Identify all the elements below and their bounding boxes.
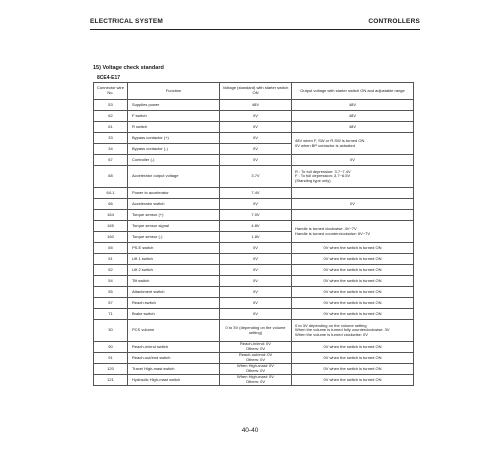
cell-voltage: 0V (220, 199, 292, 210)
cell-function: Reach-in/end switch (128, 342, 220, 353)
cell-function: PCS volume (128, 320, 220, 342)
cell-voltage: 3.7V (220, 166, 292, 188)
cell-voltage: 1.8V (220, 232, 292, 243)
table-row (94, 364, 414, 375)
page-number: 40-40 (241, 427, 259, 434)
table-row (94, 111, 414, 122)
header-divider (90, 29, 420, 30)
cell-voltage: 0V (220, 265, 292, 276)
cell-connector: 54 (94, 276, 128, 287)
cell-connector: 71 (94, 309, 128, 320)
cell-output: 0V when the switch is turned ON (292, 287, 414, 298)
cell-voltage: 0V (220, 144, 292, 155)
cell-connector: 53 (94, 100, 128, 111)
column-header-output: Output voltage with starter switch ON and adjustable range (292, 83, 414, 100)
cell-output: 0V when the switch is turned ON (292, 375, 414, 386)
table-row (94, 100, 414, 111)
cell-connector: 91 (94, 353, 128, 364)
column-header-voltage: Voltage (standard) with starter switch ON (220, 83, 292, 100)
cell-connector: 30 (94, 320, 128, 342)
cell-function: Accelerator switch (128, 199, 220, 210)
page-header (90, 18, 420, 28)
cell-output: 0V when the switch is turned ON (292, 298, 414, 309)
cell-connector: 66 (94, 199, 128, 210)
cell-voltage: 0V (220, 122, 292, 133)
column-header-connector: Connector wire No. (94, 83, 128, 100)
cell-function: Torque sensor (+) (128, 210, 220, 221)
cell-voltage: 0V (220, 254, 292, 265)
cell-voltage: 0V (220, 287, 292, 298)
cell-connector: 62 (94, 111, 128, 122)
cell-connector: 68 (94, 166, 128, 188)
cell-function: Reach switch (128, 298, 220, 309)
cell-voltage: Reach-out/end: 0V Others: 0V (220, 353, 292, 364)
cell-output: 0V when the switch is turned ON (292, 265, 414, 276)
cell-function: Attachment switch (128, 287, 220, 298)
model-label: 8CE4-E17 (97, 75, 121, 81)
cell-voltage: When High-mast: 0V Others: 0V (220, 364, 292, 375)
cell-output: 48V (292, 111, 414, 122)
cell-connector: 65 (94, 243, 128, 254)
cell-output: 0V when the switch is turned ON (292, 364, 414, 375)
table-row (94, 199, 414, 210)
cell-connector: 164 (94, 210, 128, 221)
table-row (94, 166, 414, 188)
cell-connector: 165 (94, 221, 128, 232)
cell-output: 48V when F, SW or R.SW is turned ON 0V when BP contactor is actuated (292, 133, 414, 155)
table-row (94, 298, 414, 309)
cell-function: Hydraulic High-mast switch (128, 375, 220, 386)
cell-connector: 52 (94, 265, 128, 276)
cell-voltage: When High-mast: 0V Others: 0V (220, 375, 292, 386)
table-row (94, 133, 414, 144)
cell-output: 48V (292, 122, 414, 133)
cell-connector: 160 (94, 232, 128, 243)
cell-function: Torque sensor signal (128, 221, 220, 232)
cell-output: Handle is turned clockwise: 4V~7V Handle is turned counterclockwise: 6V~7V (292, 221, 414, 243)
cell-output: R : To full depression: 3.7~7.4V F : To full depression: 3.7~6.5V (Standing type only) (292, 166, 414, 188)
cell-connector: 61 (94, 122, 128, 133)
table-row (94, 287, 414, 298)
cell-voltage: 0V (220, 309, 292, 320)
cell-connector: 120 (94, 364, 128, 375)
cell-function: Lift 1 switch (128, 254, 220, 265)
cell-function: Accelerator output voltage (128, 166, 220, 188)
table-row (94, 276, 414, 287)
header-chapter-title: CONTROLLERS (368, 18, 420, 25)
table-row (94, 188, 414, 199)
section-title: 15) Voltage check standard (93, 65, 164, 71)
cell-output: 48V (292, 100, 414, 111)
table-row (94, 243, 414, 254)
cell-function: Bypass contactor (-) (128, 144, 220, 155)
cell-output: 0V when the switch is turned ON (292, 342, 414, 353)
cell-voltage: 0V (220, 111, 292, 122)
table-header-row (94, 83, 414, 100)
voltage-check-table (93, 82, 414, 386)
cell-output: 0V (292, 155, 414, 166)
cell-voltage: 0V (220, 243, 292, 254)
cell-function: Supplies power (128, 100, 220, 111)
table-row (94, 155, 414, 166)
table-row (94, 375, 414, 386)
table-row (94, 342, 414, 353)
cell-function: Reach-out/end switch (128, 353, 220, 364)
cell-connector: 67 (94, 155, 128, 166)
cell-voltage: 7.0V (220, 210, 292, 221)
table-row (94, 353, 414, 364)
table-row (94, 122, 414, 133)
cell-voltage: 0V (220, 133, 292, 144)
cell-function: Lift 2 switch (128, 265, 220, 276)
cell-function: Travel High-mast switch (128, 364, 220, 375)
cell-connector: 64-1 (94, 188, 128, 199)
cell-function: Controller (-) (128, 155, 220, 166)
table-row (94, 254, 414, 265)
table-row (94, 210, 414, 221)
cell-output: 0V (292, 199, 414, 210)
cell-voltage: 0V (220, 276, 292, 287)
table-row (94, 320, 414, 342)
cell-output (292, 210, 414, 221)
cell-voltage: 0V (220, 155, 292, 166)
cell-voltage: 48V (220, 100, 292, 111)
cell-function: Bypass contactor (+) (128, 133, 220, 144)
cell-function: Brake switch (128, 309, 220, 320)
cell-connector: 51 (94, 254, 128, 265)
cell-output: 0V when the switch is turned ON (292, 309, 414, 320)
cell-function: F switch (128, 111, 220, 122)
cell-connector: 90 (94, 342, 128, 353)
cell-voltage: 7.4V (220, 188, 292, 199)
cell-connector: 34 (94, 144, 128, 155)
cell-output: 0V when the switch is turned ON (292, 353, 414, 364)
cell-function: Tilt switch (128, 276, 220, 287)
cell-connector: 121 (94, 375, 128, 386)
cell-output: 0V when the switch is turned ON (292, 254, 414, 265)
cell-function: Torque sensor (-) (128, 232, 220, 243)
cell-connector: 55 (94, 287, 128, 298)
cell-voltage: 0 to 3V (depending on the volume setting) (220, 320, 292, 342)
table-row (94, 309, 414, 320)
cell-function: PS.E switch (128, 243, 220, 254)
cell-function: Power to accelerator (128, 188, 220, 199)
cell-voltage: 0V (220, 298, 292, 309)
table-row (94, 265, 414, 276)
cell-connector: 57 (94, 298, 128, 309)
column-header-function: Function (128, 83, 220, 100)
table-body (94, 100, 414, 386)
cell-voltage: 4.8V (220, 221, 292, 232)
cell-output: 0 to 3V depending on the volume setting When the volume is turned fully counterclockwise: 3V When the volume is turned clockwise: 0V (292, 320, 414, 342)
table-row (94, 221, 414, 232)
cell-connector: 33 (94, 133, 128, 144)
cell-voltage: Reach-in/end: 0V Others: 0V (220, 342, 292, 353)
cell-output (292, 188, 414, 199)
cell-function: R switch (128, 122, 220, 133)
cell-output: 0V when the switch is turned ON (292, 243, 414, 254)
header-section-title: ELECTRICAL SYSTEM (90, 18, 163, 25)
cell-output: 0V when the switch is turned ON (292, 276, 414, 287)
